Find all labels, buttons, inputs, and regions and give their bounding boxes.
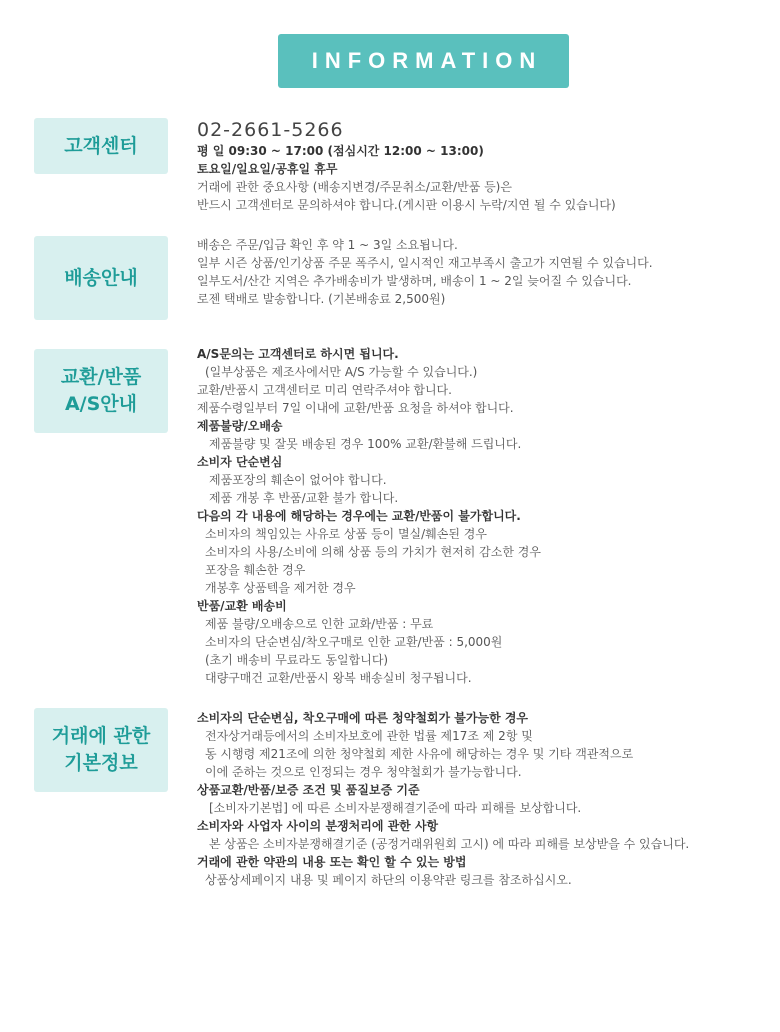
info-line: 일부도서/산간 지역은 추가배송비가 발생하며, 배송이 1 ~ 2일 늦어질 수 있습니다. bbox=[197, 274, 632, 288]
header-title: INFORMATION bbox=[311, 48, 543, 73]
info-line: 소비자의 단순변심/착오구매로 인한 교환/반품 : 5,000원 bbox=[205, 635, 503, 649]
subheading: 상품교환/반품/보증 조건 및 품질보증 기준 bbox=[197, 783, 420, 797]
info-line: 동 시행령 제21조에 의한 청약철회 제한 사유에 해당하는 경우 및 기타 객관적으로 bbox=[205, 747, 634, 761]
label-line: 기본정보 bbox=[64, 752, 138, 774]
info-line: [소비자기본법] 에 따른 소비자분쟁해결기준에 따라 피해를 보상합니다. bbox=[209, 801, 582, 815]
label-line: 배송안내 bbox=[64, 266, 138, 289]
info-line: 제품불량 및 잘못 배송된 경우 100% 교환/환불해 드립니다. bbox=[209, 437, 522, 451]
info-line: 이에 준하는 것으로 인정되는 경우 청약철회가 불가능합니다. bbox=[205, 765, 522, 779]
holiday-notice: 토요일/일요일/공휴일 휴무 bbox=[197, 162, 338, 176]
info-line: 거래에 관한 중요사항 (배송지변경/주문취소/교환/반품 등)은 bbox=[197, 180, 512, 194]
info-line: 제품수령일부터 7일 이내에 교환/반품 요청을 하셔야 합니다. bbox=[197, 401, 514, 415]
info-line: (초기 배송비 무료라도 동일합니다) bbox=[205, 653, 389, 667]
label-line: 거래에 관한 bbox=[51, 725, 151, 747]
subheading: 소비자의 단순변심, 착오구매에 따른 청약철회가 불가능한 경우 bbox=[197, 711, 529, 725]
info-line: 일부 시즌 상품/인기상품 주문 폭주시, 일시적인 재고부족시 출고가 지연될 수 있습니다. bbox=[197, 256, 653, 270]
info-line: 소비자의 사용/소비에 의해 상품 등의 가치가 현저히 감소한 경우 bbox=[205, 545, 541, 559]
subheading: A/S문의는 고객센터로 하시면 됩니다. bbox=[197, 347, 399, 361]
subheading: 반품/교환 배송비 bbox=[197, 599, 287, 613]
subheading: 소비자와 사업자 사이의 분쟁처리에 관한 사항 bbox=[197, 819, 439, 833]
subheading: 제품불량/오배송 bbox=[197, 419, 283, 433]
label-line: 고객센터 bbox=[64, 134, 138, 157]
info-line: 대량구매건 교환/반품시 왕복 배송실비 청구됩니다. bbox=[205, 671, 472, 685]
info-line: 소비자의 책임있는 사유로 상품 등이 멸실/훼손된 경우 bbox=[205, 527, 487, 541]
section-body-customer-center bbox=[197, 118, 757, 214]
info-line: 제품 개봉 후 반품/교환 불가 합니다. bbox=[209, 491, 399, 505]
info-line: 본 상품은 소비자분쟁해결기준 (공정거래위원회 고시) 에 따라 피해를 보상받을 수 있습니다. bbox=[209, 837, 690, 851]
info-line: 반드시 고객센터로 문의하셔야 합니다.(게시판 이용시 누락/지연 될 수 있습니다) bbox=[197, 198, 616, 212]
section-label-transaction-info bbox=[34, 708, 168, 792]
phone-number: 02-2661-5266 bbox=[197, 119, 344, 141]
information-header bbox=[278, 34, 569, 88]
section-body-transaction-info bbox=[197, 709, 757, 889]
info-line: 상품상세페이지 내용 및 페이지 하단의 이용약관 링크를 참조하십시오. bbox=[205, 873, 572, 887]
info-line: 제품 불량/오배송으로 인한 교화/반품 : 무료 bbox=[205, 617, 434, 631]
info-line: 개봉후 상품텍을 제거한 경우 bbox=[205, 581, 356, 595]
subheading: 거래에 관한 약관의 내용 또는 확인 할 수 있는 방법 bbox=[197, 855, 467, 869]
label-line: A/S안내 bbox=[64, 393, 138, 415]
section-label-customer-center bbox=[34, 118, 168, 174]
info-line: 전자상거래등에서의 소비자보호에 관한 법률 제17조 제 2항 및 bbox=[205, 729, 533, 743]
subheading: 소비자 단순변심 bbox=[197, 455, 283, 469]
info-line: 포장을 훼손한 경우 bbox=[205, 563, 306, 577]
section-label-shipping bbox=[34, 236, 168, 320]
weekday-hours: 평 일 09:30 ~ 17:00 (점심시간 12:00 ~ 13:00) bbox=[197, 144, 484, 158]
info-line: 배송은 주문/입금 확인 후 약 1 ~ 3일 소요됩니다. bbox=[197, 238, 458, 252]
section-body-shipping bbox=[197, 236, 757, 308]
info-line: 제품포장의 훼손이 없어야 합니다. bbox=[209, 473, 387, 487]
info-line: 교환/반품시 고객센터로 미리 연락주셔야 합니다. bbox=[197, 383, 452, 397]
info-line: 로젠 택배로 발송합니다. (기본배송료 2,500원) bbox=[197, 292, 446, 306]
subheading: 다음의 각 내용에 해당하는 경우에는 교환/반품이 불가합니다. bbox=[197, 509, 521, 523]
section-body-exchange-return bbox=[197, 345, 757, 687]
section-label-exchange-return bbox=[34, 349, 168, 433]
label-line: 교환/반품 bbox=[60, 366, 142, 388]
info-line: (일부상품은 제조사에서만 A/S 가능할 수 있습니다.) bbox=[205, 365, 478, 379]
